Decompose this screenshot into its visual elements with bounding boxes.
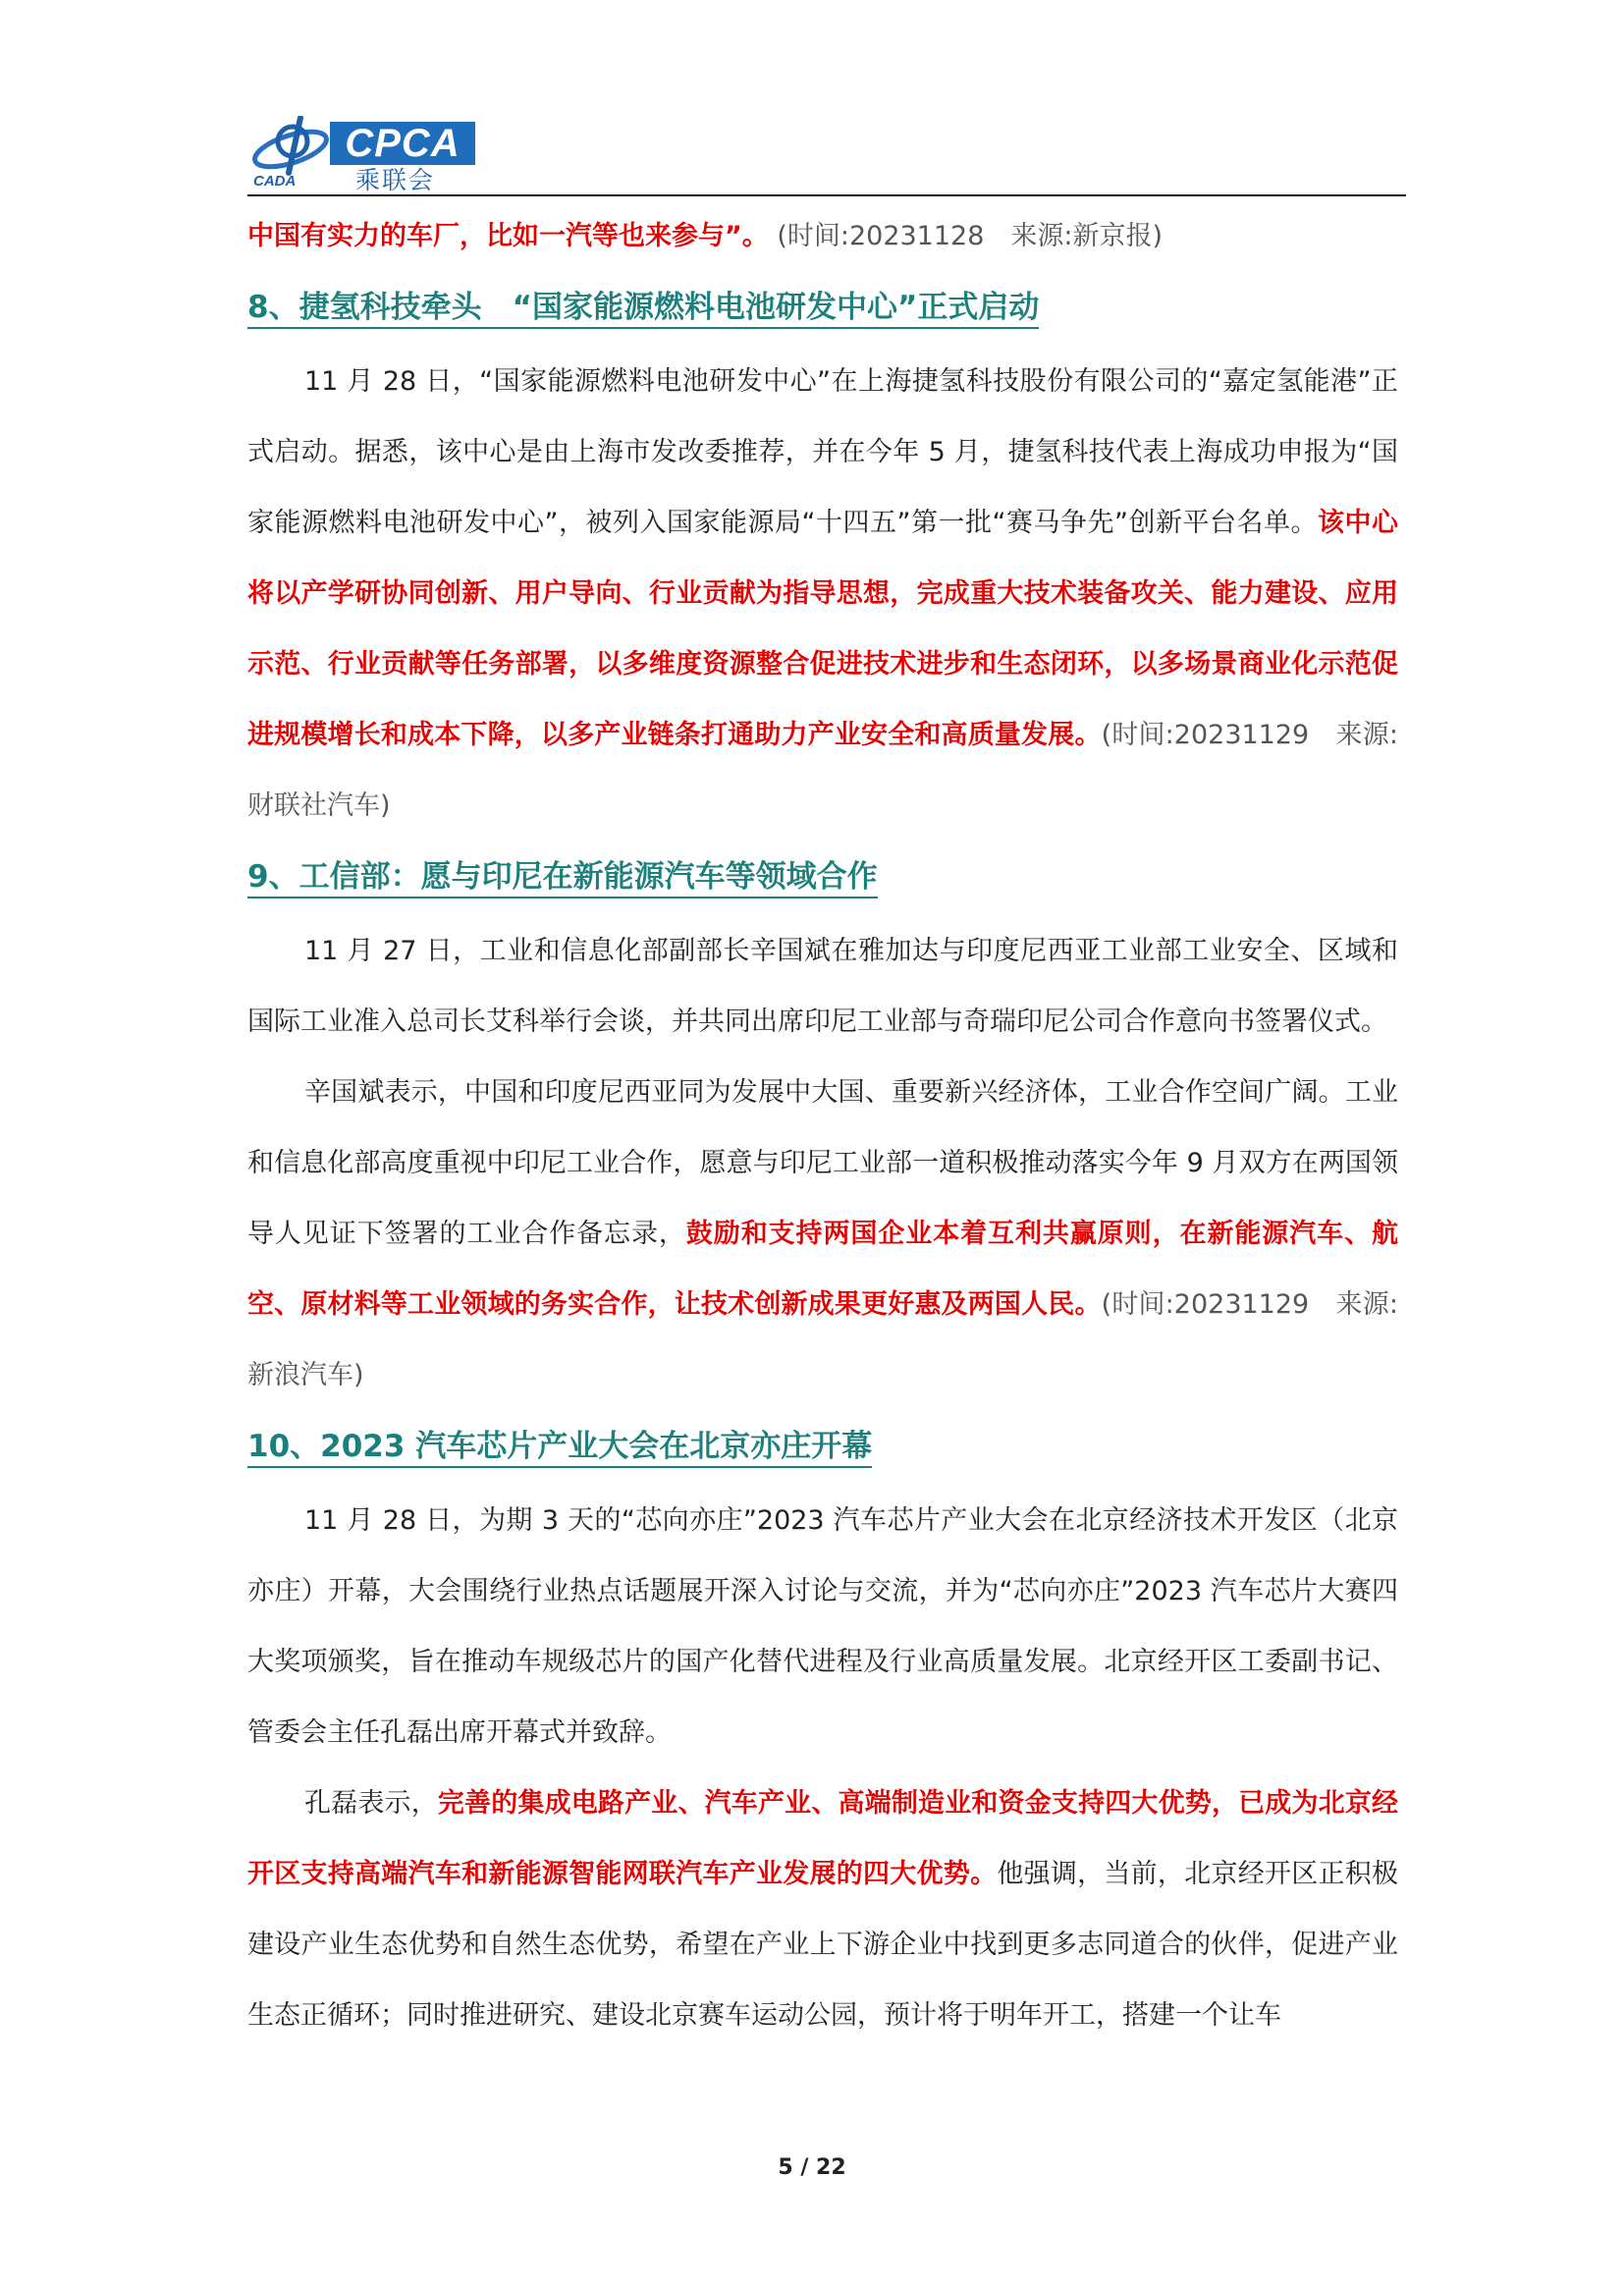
section-9-heading: 9、工信部：愿与印尼在新能源汽车等领域合作 [247, 851, 1398, 902]
section-10-highlight: 完善的集成电路产业、汽车产业、高端制造业和资金支持四大优势，已成为北京经开区支持高端汽车和新能源智能网联汽车产业发展的四大优势。 [247, 1788, 1398, 1889]
logo-cpca-text: CPCA [330, 122, 475, 165]
section-9-highlight: 鼓励和支持两国企业本着互利共赢原则，在新能源汽车、航空、原材料等工业领域的务实合作，让技术创新成果更好惠及两国人民。 [247, 1219, 1399, 1320]
section-10-heading: 10、2023 汽车芯片产业大会在北京亦庄开幕 [247, 1421, 1398, 1472]
section-8-paragraph [247, 347, 1398, 842]
section-9-source: (时间:20231129 来源:新浪汽车) [247, 1289, 1399, 1390]
intro-source: (时间:20231128 来源:新京报) [777, 221, 1164, 251]
cada-emblem-icon [249, 116, 338, 177]
section-8-source: (时间:20231129 来源:财联社汽车) [247, 720, 1399, 821]
page-header [247, 116, 1406, 196]
header-divider [247, 194, 1406, 196]
intro-highlight: 中国有实力的车厂，比如一汽等也来参与”。 [247, 221, 769, 251]
section-8-heading: 8、捷氢科技牵头 “国家能源燃料电池研发中心”正式启动 [247, 282, 1398, 333]
section-10-paragraph-1: 11 月 28 日，为期 3 天的“芯向亦庄”2023 汽车芯片产业大会在北京经济技术开发区（北京亦庄）开幕，大会围绕行业热点话题展开深入讨论与交流，并为“芯向亦庄”2023 汽车芯片大赛四大奖项颁奖，旨在推动车规级芯片的国产化替代进程及行业高质量发展。北京经开区工委副书记、管委会主任孔磊出席开幕式并致辞。 [247, 1505, 1398, 1748]
section-10-rest: 他强调，当前，北京经开区正积极建设产业生态优势和自然生态优势，希望在产业上下游企业中找到更多志同道合的伙伴，促进产业生态正循环；同时推进研究、建设北京赛车运动公园，预计将于明年开工，搭建一个让车 [247, 1859, 1399, 2031]
logo-cn-text: 乘联会 [355, 166, 436, 194]
section-9-paragraph-1: 11 月 27 日，工业和信息化部副部长辛国斌在雅加达与印度尼西亚工业部工业安全、区域和国际工业准入总司长艾科举行会谈，并共同出席印尼工业部与奇瑞印尼公司合作意向书签署仪式。 [247, 936, 1398, 1037]
intro-paragraph [247, 201, 1398, 272]
section-10-paragraph-2 [247, 1768, 1398, 2051]
section-9-paragraph-2 [247, 1058, 1398, 1411]
document-body [247, 201, 1398, 2051]
cpca-logo [247, 116, 483, 194]
section-9-text: 辛国斌表示，中国和印度尼西亚同为发展中大国、重要新兴经济体，工业合作空间广阔。工业和信息化部高度重视中印尼工业合作，愿意与印尼工业部一道积极推动落实今年 9 月双方在两国领导人见证下签署的工业合作备忘录， [247, 1077, 1398, 1249]
logo-cada-text: CADA [253, 173, 297, 190]
section-10-text: 孔磊表示， [304, 1788, 438, 1819]
page-number: 5 / 22 [778, 2155, 846, 2180]
section-8-highlight: 该中心将以产学研协同创新、用户导向、行业贡献为指导思想，完成重大技术装备攻关、能力建设、应用示范、行业贡献等任务部署，以多维度资源整合促进技术进步和生态闭环，以多场景商业化示范促进规模增长和成本下降，以多产业链条打通助力产业安全和高质量发展。 [247, 508, 1399, 750]
section-8-text: 11 月 28 日，“国家能源燃料电池研发中心”在上海捷氢科技股份有限公司的“嘉定氢能港”正式启动。据悉，该中心是由上海市发改委推荐，并在今年 5 月，捷氢科技代表上海成功申报为“国家能源燃料电池研发中心”，被列入国家能源局“十四五”第一批“赛马争先”创新平台名单。 [247, 366, 1398, 538]
